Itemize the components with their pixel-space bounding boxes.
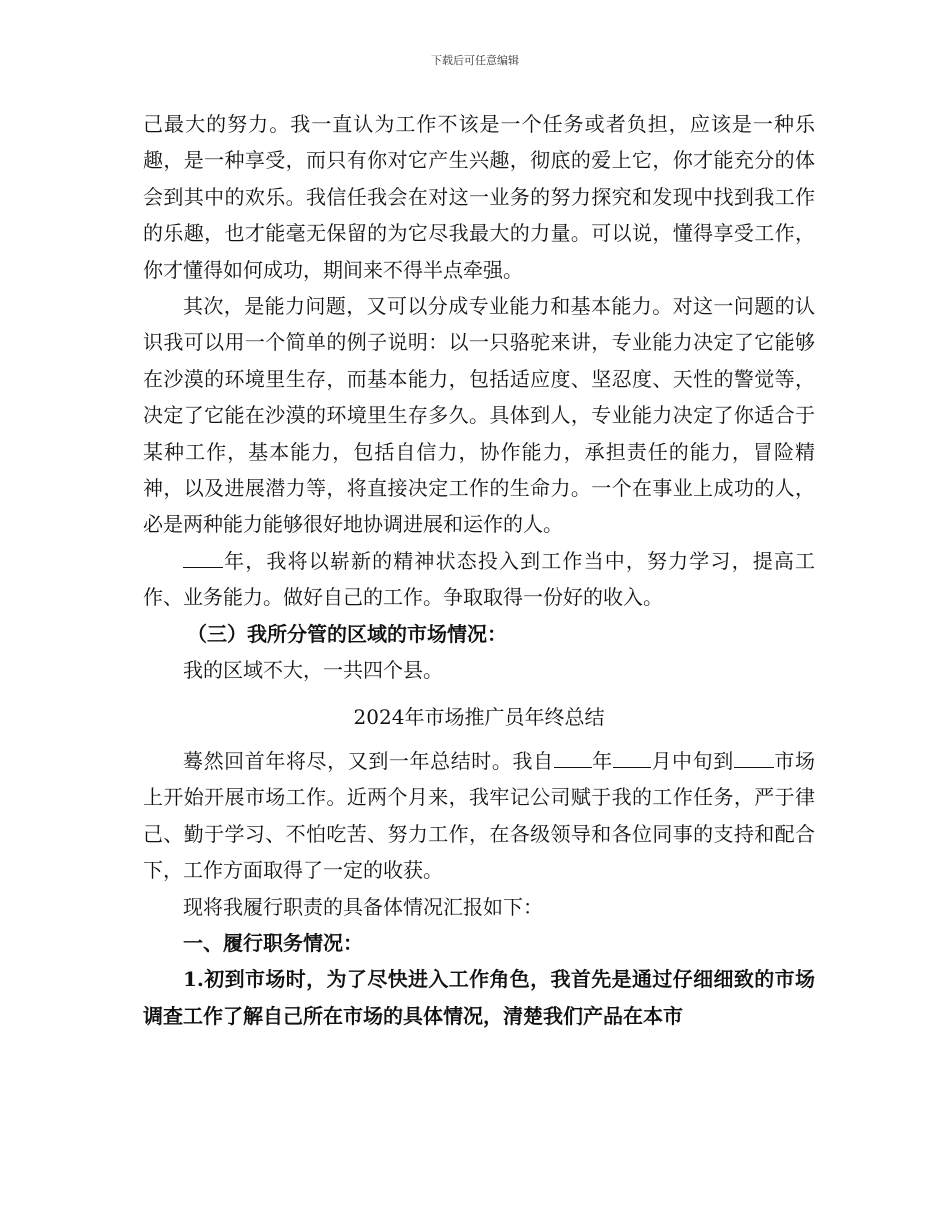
paragraph-region: 我的区域不大，一共四个县。: [183, 658, 443, 683]
intro-text-2: 年: [591, 748, 613, 773]
document-title: 2024年市场推广员年终总结: [353, 704, 605, 729]
paragraph-next-year-text: 年，我将以崭新的精神状态投入到工作当中，努力学习，提高工作、业务能力。做好自己的工作。争取取得一份好的收入。: [143, 548, 815, 610]
page-header: 下载后可任意编辑: [431, 54, 519, 67]
paragraph-effort: 己最大的努力。我一直认为工作不该是一个任务或者负担，应该是一种乐趣，是一种享受，而只有你对它产生兴趣，彻底的爱上它，你才能充分的体会到其中的欢乐。我信任我会在对这一业务的努力探究和发现中找到我工作的乐趣，也才能毫无保留的为它尽我最大的力量。可以说，懂得享受工作，你才懂得如何成功，期间来不得半点牵强。: [143, 112, 815, 282]
intro-text-4: 市场上开始开展市场工作。近两个月来，我牢记公司赋于我的工作任务，严于律己、勤于学习、不怕吃苦、努力工作，在各级领导和各位同事的支持和配合下，工作方面取得了一定的收获。: [143, 748, 816, 883]
section-heading-market: （三）我所分管的区域的市场情况：: [187, 621, 507, 646]
paragraph-report: 现将我履行职责的具备体情况汇报如下：: [183, 894, 543, 919]
paragraph-ability: 其次，是能力问题，又可以分成专业能力和基本能力。对这一问题的认识我可以用一个简单的例子说明：以一只骆驼来讲，专业能力决定了它能够在沙漠的环境里生存，而基本能力，包括适应度、坚忍度、天性的警觉等，决定了它能在沙漠的环境里生存多久。具体到人，专业能力决定了你适合于某种工作，基本能力，包括自信力，协作能力，承担责任的能力，冒险精神，以及进展潜力等，将直接决定工作的生命力。一个在事业上成功的人，必是两种能力能够很好地协调进展和运作的人。: [143, 294, 815, 537]
fill-in-blank: [554, 749, 592, 768]
fill-in-blank: [734, 749, 774, 768]
document-body: [143, 106, 815, 1034]
fill-in-blank: [613, 749, 651, 768]
intro-text-1: 蓦然回首年将尽，又到一年总结时。我自: [183, 748, 554, 773]
section-heading-duties: 一、履行职务情况：: [183, 930, 363, 955]
paragraph-next-year: [143, 543, 815, 616]
intro-text-3: 月中旬到: [650, 748, 734, 773]
fill-in-blank: [183, 549, 223, 568]
paragraph-intro: [143, 743, 815, 889]
paragraph-duty-1: 1.初到市场时，为了尽快进入工作角色，我首先是通过仔细细致的市场调查工作了解自己所在市场的具体情况，清楚我们产品在本市: [143, 967, 815, 1028]
